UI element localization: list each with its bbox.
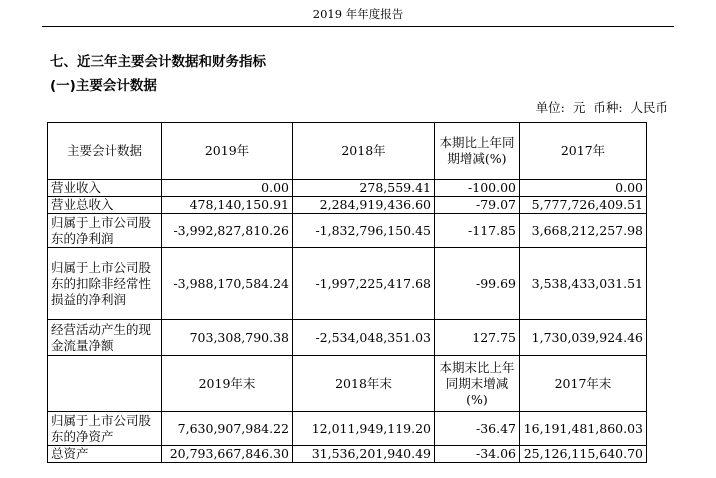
table-header-row <box>48 123 647 180</box>
value-cell: 278,559.41 <box>293 180 435 197</box>
table-row <box>48 446 647 463</box>
value-cell: -36.47 <box>435 412 520 446</box>
value-cell: 12,011,949,119.20 <box>293 412 435 446</box>
value-cell: -100.00 <box>435 180 520 197</box>
table-row <box>48 214 647 248</box>
header-divider <box>42 26 674 27</box>
value-cell: -1,997,225,417.68 <box>293 248 435 320</box>
value-cell: -117.85 <box>435 214 520 248</box>
value-cell: 0.00 <box>162 180 293 197</box>
header-cell: 2019年末 <box>162 356 293 412</box>
table-subheader-row <box>48 356 647 412</box>
value-cell: 703,308,790.38 <box>162 320 293 356</box>
value-cell: -3,992,827,810.26 <box>162 214 293 248</box>
value-cell: 31,536,201,940.49 <box>293 446 435 463</box>
value-cell: 5,777,726,409.51 <box>520 197 647 214</box>
table-row <box>48 412 647 446</box>
value-cell: 127.75 <box>435 320 520 356</box>
unit-note: 单位: 元 币种: 人民币 <box>535 100 668 115</box>
value-cell: -79.07 <box>435 197 520 214</box>
table-row <box>48 248 647 320</box>
row-label: 营业总收入 <box>48 197 162 214</box>
table-row <box>48 197 647 214</box>
header-cell <box>48 356 162 412</box>
row-label: 总资产 <box>48 446 162 463</box>
table-row <box>48 320 647 356</box>
value-cell: 20,793,667,846.30 <box>162 446 293 463</box>
value-cell: 0.00 <box>520 180 647 197</box>
value-cell: 3,668,212,257.98 <box>520 214 647 248</box>
row-label: 归属于上市公司股东的扣除非经常性损益的净利润 <box>48 248 162 320</box>
value-cell: 25,126,115,640.70 <box>520 446 647 463</box>
page-header-title: 2019 年年度报告 <box>312 7 404 21</box>
header-cell: 主要会计数据 <box>48 123 162 180</box>
value-cell: 2,284,919,436.60 <box>293 197 435 214</box>
header-cell: 2017年末 <box>520 356 647 412</box>
value-cell: 7,630,907,984.22 <box>162 412 293 446</box>
header-cell: 本期比上年同期增减(%) <box>435 123 520 180</box>
row-label: 营业收入 <box>48 180 162 197</box>
value-cell: -99.69 <box>435 248 520 320</box>
value-cell: -1,832,796,150.45 <box>293 214 435 248</box>
header-cell: 2017年 <box>520 123 647 180</box>
header-cell: 2018年末 <box>293 356 435 412</box>
row-label: 归属于上市公司股东的净利润 <box>48 214 162 248</box>
value-cell: 478,140,150.91 <box>162 197 293 214</box>
row-label: 经营活动产生的现金流量净额 <box>48 320 162 356</box>
subsection-title: (一)主要会计数据 <box>50 78 157 94</box>
header-cell: 2018年 <box>293 123 435 180</box>
row-label: 归属于上市公司股东的净资产 <box>48 412 162 446</box>
header-cell: 本期末比上年同期末增减(%) <box>435 356 520 412</box>
section-title: 七、近三年主要会计数据和财务指标 <box>50 54 266 70</box>
header-cell: 2019年 <box>162 123 293 180</box>
value-cell: -34.06 <box>435 446 520 463</box>
accounting-data-table <box>47 122 647 463</box>
value-cell: 3,538,433,031.51 <box>520 248 647 320</box>
value-cell: 16,191,481,860.03 <box>520 412 647 446</box>
value-cell: 1,730,039,924.46 <box>520 320 647 356</box>
table-row <box>48 180 647 197</box>
value-cell: -3,988,170,584.24 <box>162 248 293 320</box>
value-cell: -2,534,048,351.03 <box>293 320 435 356</box>
